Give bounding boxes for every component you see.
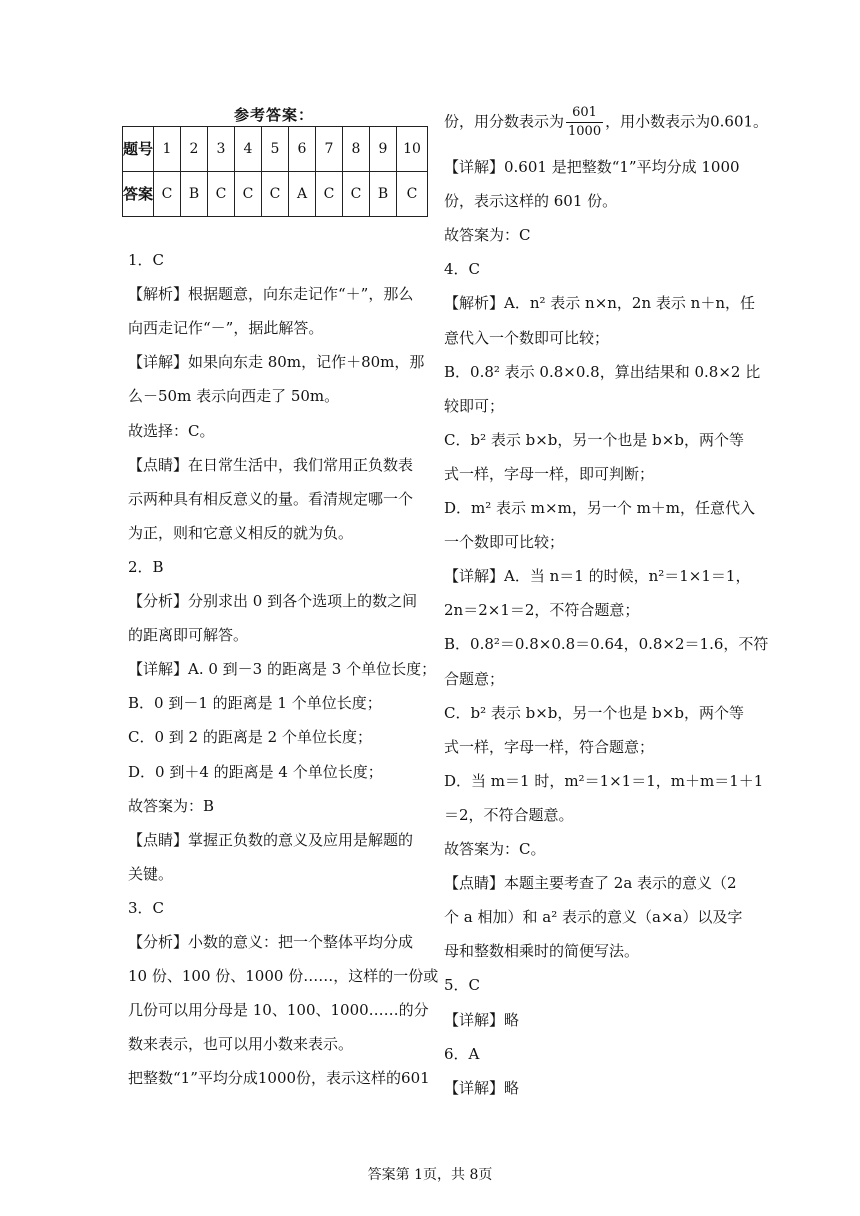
- fraction-suffix: ，用小数表示为0.601。: [605, 112, 769, 131]
- answer-cell: C: [262, 172, 289, 217]
- num-cell: 5: [262, 127, 289, 172]
- text-line: 式一样，字母一样，即可判断；: [444, 464, 655, 483]
- text-line: 3．C: [128, 898, 165, 917]
- num-cell: 6: [289, 127, 316, 172]
- text-line: B．0.8²＝0.8×0.8＝0.64，0.8×2＝1.6，不符: [444, 635, 769, 654]
- text-line: 【详解】A．当 n＝1 的时候，n²＝1×1＝1，: [444, 567, 751, 586]
- answer-cell: C: [316, 172, 343, 217]
- text-line: 几份可以用分母是 10、100、1000……的分: [128, 1001, 429, 1020]
- text-line: 【点睛】本题主要考查了 2a 表示的意义（2: [444, 874, 737, 893]
- text-line: D．0 到＋4 的距离是 4 个单位长度；: [128, 762, 383, 781]
- text-line: 故选择：C。: [128, 421, 215, 440]
- text-line: 故答案为：B: [128, 796, 215, 815]
- text-line: 一个数即可比较；: [444, 533, 565, 552]
- text-line: 母和整数相乘时的简便写法。: [444, 942, 640, 961]
- text-line: 6．A: [444, 1044, 480, 1063]
- text-line: 【分析】小数的意义：把一个整体平均分成: [128, 933, 414, 951]
- num-cell: 1: [154, 127, 181, 172]
- fraction-numerator: 601: [566, 104, 603, 123]
- text-line: 故答案为：C。: [444, 840, 546, 858]
- answer-cell: B: [370, 172, 397, 217]
- text-line: 【详解】略: [444, 1078, 520, 1097]
- answer-cell: C: [154, 172, 181, 217]
- text-line: 【解析】A．n² 表示 n×n，2n 表示 n＋n，任: [444, 294, 755, 313]
- text-line: 【点睛】掌握正负数的意义及应用是解题的: [128, 830, 414, 849]
- fraction-denominator: 1000: [568, 124, 602, 139]
- answer-cell: B: [181, 172, 208, 217]
- text-line: 【详解】0.601 是把整数“1”平均分成 1000: [444, 158, 740, 176]
- row-head-answer: 答案: [123, 172, 154, 217]
- text-line: 个 a 相加）和 a² 表示的意义（a×a）以及字: [444, 908, 743, 927]
- answer-cell: C: [208, 172, 235, 217]
- text-line: 向西走记作“－”，据此解答。: [128, 319, 324, 338]
- text-line: 数来表示，也可以用小数来表示。: [128, 1035, 354, 1054]
- text-line: B．0 到－1 的距离是 1 个单位长度；: [128, 694, 382, 713]
- text-line: C．0 到 2 的距离是 2 个单位长度；: [128, 728, 372, 747]
- text-line: 份，表示这样的 601 份。: [444, 192, 618, 211]
- text-line: 【详解】A. 0 到－3 的距离是 3 个单位长度；: [128, 660, 437, 679]
- text-line: 示两种具有相反意义的量。看清规定哪一个: [128, 489, 414, 508]
- answer-table-answer-row: [123, 172, 428, 217]
- text-line: 合题意；: [444, 669, 505, 688]
- num-cell: 2: [181, 127, 208, 172]
- text-line: C．b² 表示 b×b，另一个也是 b×b，两个等: [444, 430, 744, 449]
- text-line: D．当 m＝1 时，m²＝1×1＝1，m＋m＝1＋1: [444, 771, 764, 790]
- page-footer: 答案第 1页，共 8页: [367, 1167, 493, 1183]
- answer-cell: C: [397, 172, 428, 217]
- text-line: 4．C: [444, 260, 481, 279]
- text-line: 【点睛】在日常生活中，我们常用正负数表: [128, 455, 414, 474]
- text-line: C．b² 表示 b×b，另一个也是 b×b，两个等: [444, 703, 744, 722]
- text-line: 故答案为：C: [444, 226, 531, 245]
- text-line: 1．C: [128, 251, 165, 269]
- text-line: 【解析】根据题意，向东走记作“＋”，那么: [128, 285, 414, 304]
- text-line: 关键。: [128, 864, 174, 883]
- text-line: 把整数“1”平均分成1000份，表示这样的601: [128, 1069, 430, 1088]
- text-line: 2．B: [128, 557, 164, 576]
- text-line: 较即可；: [444, 396, 505, 415]
- num-cell: 10: [397, 127, 428, 172]
- answer-cell: C: [343, 172, 370, 217]
- num-cell: 3: [208, 127, 235, 172]
- text-line: 的距离即可解答。: [128, 626, 249, 645]
- row-head-number: 题号: [123, 127, 154, 172]
- text-line: 【详解】略: [444, 1010, 520, 1029]
- text-line: 意代入一个数即可比较；: [444, 328, 610, 347]
- text-line: B．0.8² 表示 0.8×0.8，算出结果和 0.8×2 比: [444, 362, 761, 381]
- text-line: ＝2，不符合题意。: [444, 805, 574, 824]
- text-line: 【分析】分别求出 0 到各个选项上的数之间: [128, 592, 418, 610]
- fraction-prefix: 份，用分数表示为: [444, 112, 565, 131]
- text-line: 10 份、100 份、1000 份……，这样的一份或: [128, 967, 439, 986]
- fraction-line: [444, 104, 768, 148]
- num-cell: 7: [316, 127, 343, 172]
- num-cell: 8: [343, 127, 370, 172]
- text-line: 么－50m 表示向西走了 50m。: [128, 387, 340, 406]
- num-cell: 4: [235, 127, 262, 172]
- answer-key-title: 参考答案：: [233, 106, 314, 124]
- text-line: 【详解】如果向东走 80m，记作＋80m，那: [128, 353, 425, 372]
- text-line: 为正，则和它意义相反的就为负。: [128, 523, 354, 542]
- answer-table: [122, 126, 428, 217]
- text-line: D．m² 表示 m×m，另一个 m＋m，任意代入: [444, 499, 756, 517]
- text-line: 5．C: [444, 976, 481, 995]
- answer-cell: C: [235, 172, 262, 217]
- fraction: [566, 104, 603, 141]
- text-line: 2n＝2×1＝2，不符合题意；: [444, 601, 640, 620]
- answer-table-number-row: [123, 127, 428, 172]
- text-line: 式一样，字母一样，符合题意；: [444, 737, 655, 756]
- num-cell: 9: [370, 127, 397, 172]
- answer-cell: A: [289, 172, 316, 217]
